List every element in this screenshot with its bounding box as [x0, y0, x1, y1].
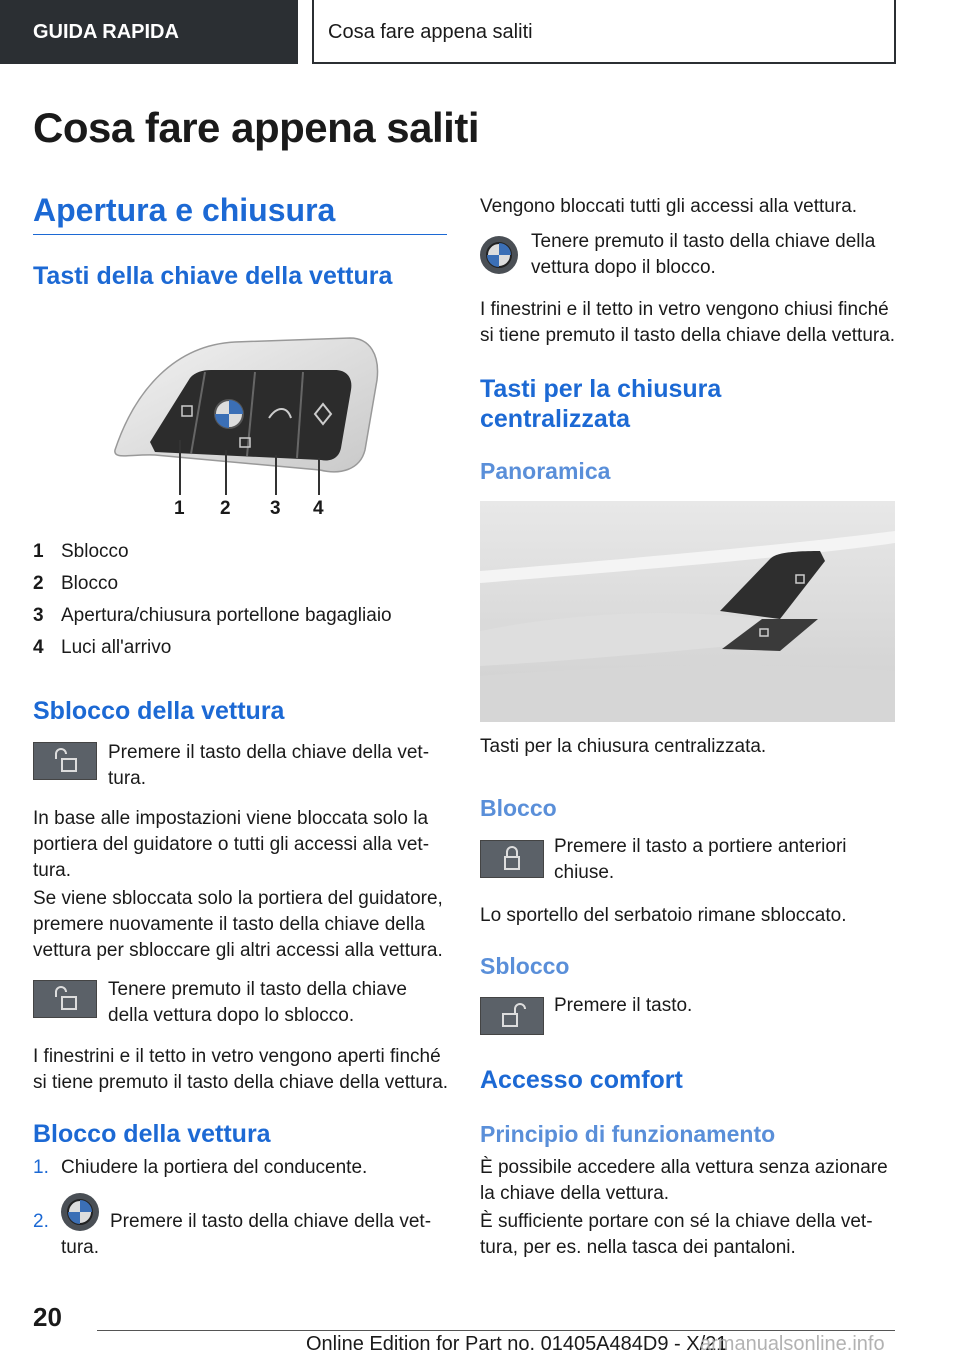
blocco-instruction: Premere il tasto a portiere anteriori chiuse. [554, 836, 847, 883]
sblocco-paragraph-2: Se viene sbloccata solo la portiera del guidatore, premere nuovamente il tasto della chiave della vettura per sbloccare gli altri accessi alla vettura. [33, 888, 443, 961]
step-2-cont: tura. [61, 1237, 100, 1258]
legend-item: 4 [33, 637, 44, 658]
accesso-paragraph-1: È possibile accedere alla vettura senza azionare la chiave della vettura. [480, 1157, 888, 1204]
bmw-key-icon [61, 1193, 99, 1231]
heading-principio: Principio di funzionamento [480, 1121, 776, 1147]
legend-item: 2 [33, 573, 44, 594]
legend-text: Apertura/chiusura portellone bagagliaio [61, 605, 392, 626]
step-number: 1. [33, 1157, 49, 1178]
key-label-4: 4 [313, 498, 324, 519]
chiusi-paragraph: I finestrini e il tetto in vetro vengono chiusi finché si tiene premuto il tasto della chiave della vettura. [480, 299, 896, 346]
heading-sblocco-vettura: Sblocco della vettura [33, 697, 285, 725]
heading-blocco: Blocco [480, 795, 557, 821]
section-tab: GUIDA RAPIDA [0, 0, 298, 64]
unlock-icon [480, 997, 544, 1035]
accesso-paragraph-2: È sufficiente portare con sé la chiave della vet- tura, per es. nella tasca dei pantaloni. [480, 1211, 873, 1258]
step-number: 2. [33, 1211, 49, 1232]
sblocco-paragraph-3: I finestrini e il tetto in vetro vengono aperti finché si tiene premuto il tasto della chiave della vettura. [33, 1046, 449, 1093]
footer-edition: Online Edition for Part no. 01405A484D9 - X/21 [306, 1333, 728, 1355]
sblocco-instruction: Premere il tasto. [554, 995, 693, 1016]
key-label-3: 3 [270, 498, 281, 519]
key-fob-illustration [95, 330, 395, 520]
lock-icon [480, 840, 544, 878]
footer-rule [97, 1330, 895, 1331]
photo-caption: Tasti per la chiusura centralizzata. [480, 736, 767, 757]
sblocco-paragraph-1: In base alle impostazioni viene bloccata solo la portiera del guidatore o tutti gli accessi alla vet- tura. [33, 808, 430, 881]
heading-tasti-chiave: Tasti della chiave della vettura [33, 262, 393, 290]
heading-panoramica: Panoramica [480, 458, 611, 484]
bloccati-paragraph: Vengono bloccati tutti gli accessi alla vettura. [480, 196, 858, 217]
step-1: Chiudere la portiera del conducente. [61, 1157, 368, 1178]
key-label-2: 2 [220, 498, 231, 519]
legend-text: Blocco [61, 573, 119, 594]
heading-rule [33, 234, 447, 235]
heading-apertura: Apertura e chiusura [33, 192, 336, 228]
door-panel-photo [480, 501, 895, 722]
legend-text: Luci all'arrivo [61, 637, 172, 658]
unlock-icon [33, 980, 97, 1018]
heading-blocco-vettura: Blocco della vettura [33, 1120, 271, 1148]
key-label-1: 1 [174, 498, 185, 519]
heading-accesso-comfort: Accesso comfort [480, 1066, 683, 1094]
page-title: Cosa fare appena saliti [33, 104, 480, 151]
hold-lock-text: Tenere premuto il tasto della chiave della vettura dopo il blocco. [531, 231, 876, 278]
legend-item: 1 [33, 541, 44, 562]
sblocco-hold: Tenere premuto il tasto della chiave della vettura dopo lo sblocco. [108, 979, 407, 1026]
unlock-icon [33, 742, 97, 780]
heading-tasti-chiusura: Tasti per la chiusura centralizzata [480, 375, 722, 433]
sblocco-instruction: Premere il tasto della chiave della vet- tura. [108, 742, 430, 789]
chapter-tab: Cosa fare appena saliti [312, 0, 896, 64]
legend-text: Sblocco [61, 541, 129, 562]
bmw-key-icon [480, 236, 518, 274]
legend-item: 3 [33, 605, 44, 626]
page-number: 20 [33, 1302, 62, 1332]
heading-sblocco: Sblocco [480, 953, 570, 979]
serbatoio-paragraph: Lo sportello del serbatoio rimane sbloccato. [480, 905, 847, 926]
footer-watermark: armanualsonline.info [700, 1333, 885, 1355]
step-2: Premere il tasto della chiave della vet- [110, 1211, 432, 1232]
